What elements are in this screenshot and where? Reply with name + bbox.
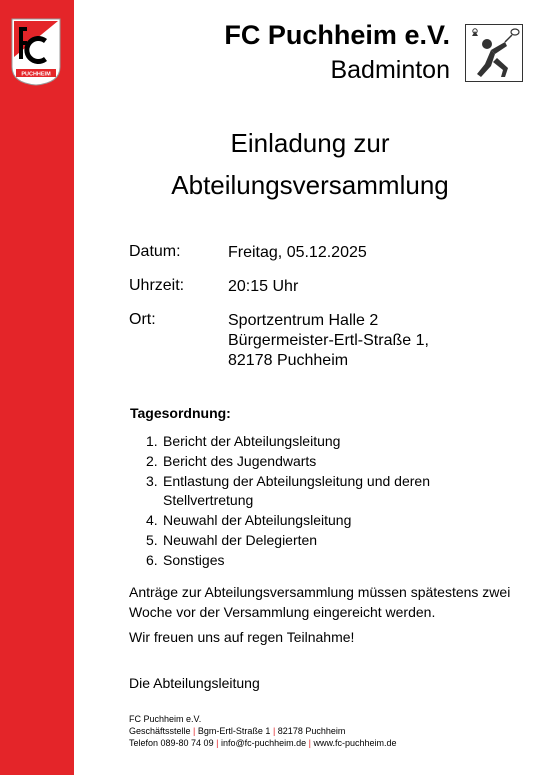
agenda-item-text: Bericht der Abteilungsleitung <box>163 433 341 449</box>
agenda-item-number: 1. <box>146 433 158 449</box>
agenda-item <box>146 432 463 451</box>
time-value: 20:15 Uhr <box>228 278 299 295</box>
footer-address <box>129 725 397 737</box>
agenda-item-number: 5. <box>146 532 158 548</box>
footer-separator: | <box>308 738 311 748</box>
welcome-paragraph: Wir freuen uns auf regen Teilnahme! <box>129 629 355 645</box>
date-value: Freitag, 05.12.2025 <box>228 244 367 261</box>
footer-city: 82178 Puchheim <box>277 726 346 736</box>
place-line-2: Bürgermeister-Ertl-Straße 1, <box>228 332 429 349</box>
footer-separator: | <box>272 726 276 736</box>
title-line-2: Abteilungsversammlung <box>171 170 449 200</box>
time-label: Uhrzeit: <box>129 277 185 294</box>
logo-text: PUCHHEIM <box>21 71 51 78</box>
badminton-player-icon <box>465 24 523 82</box>
agenda-item-number: 3. <box>146 473 158 489</box>
club-logo-icon <box>10 17 62 87</box>
place-line-1: Sportzentrum Halle 2 <box>228 312 379 329</box>
place-line-3: 82178 Puchheim <box>228 352 349 369</box>
agenda-title: Tagesordnung: <box>130 405 231 421</box>
agenda-list <box>146 432 463 571</box>
agenda-item-text: Sonstiges <box>163 552 225 568</box>
footer-separator: | <box>216 738 219 748</box>
club-name: FC Puchheim e.V. <box>224 20 450 50</box>
agenda-item-number: 2. <box>146 453 158 469</box>
footer-office: Geschäftsstelle <box>129 726 191 736</box>
footer-separator: | <box>193 726 196 736</box>
date-row <box>129 243 429 263</box>
footer <box>129 713 397 749</box>
footer-phone: Telefon 089-80 74 09 <box>129 738 214 748</box>
place-row <box>129 311 429 371</box>
agenda-item-text: Neuwahl der Abteilungsleitung <box>163 512 352 528</box>
signature: Die Abteilungsleitung <box>129 675 260 691</box>
footer-street: Bgm-Ertl-Straße 1 <box>197 726 271 736</box>
meeting-info <box>129 243 429 385</box>
agenda-item-text: Entlastung der Abteilungsleitung und deren Stellvertretung <box>163 473 430 508</box>
department-name: Badminton <box>330 56 450 84</box>
footer-club-name: FC Puchheim e.V. <box>129 714 202 724</box>
time-row <box>129 277 429 297</box>
agenda-item-number: 6. <box>146 552 158 568</box>
agenda-item-text: Neuwahl der Delegierten <box>163 532 318 548</box>
agenda-item <box>146 531 463 550</box>
agenda-item <box>146 452 463 471</box>
agenda-item-number: 4. <box>146 512 158 528</box>
place-value <box>228 311 429 371</box>
agenda-item <box>146 472 463 510</box>
deadline-paragraph: Anträge zur Abteilungsversammlung müssen spätestens zwei Woche vor der Versammlung eingereicht werden. <box>129 584 511 620</box>
date-label: Datum: <box>129 243 181 260</box>
agenda-item <box>146 551 463 570</box>
footer-contact <box>129 737 397 749</box>
red-sidebar-bar <box>0 0 74 775</box>
title-line-1: Einladung zur <box>230 128 390 158</box>
footer-email-link[interactable]: info@fc-puchheim.de <box>220 738 307 748</box>
agenda-item <box>146 511 463 530</box>
footer-web-link[interactable]: www.fc-puchheim.de <box>313 738 397 748</box>
place-label: Ort: <box>129 311 156 328</box>
agenda-item-text: Bericht des Jugendwarts <box>163 453 317 469</box>
document-title <box>74 122 546 206</box>
